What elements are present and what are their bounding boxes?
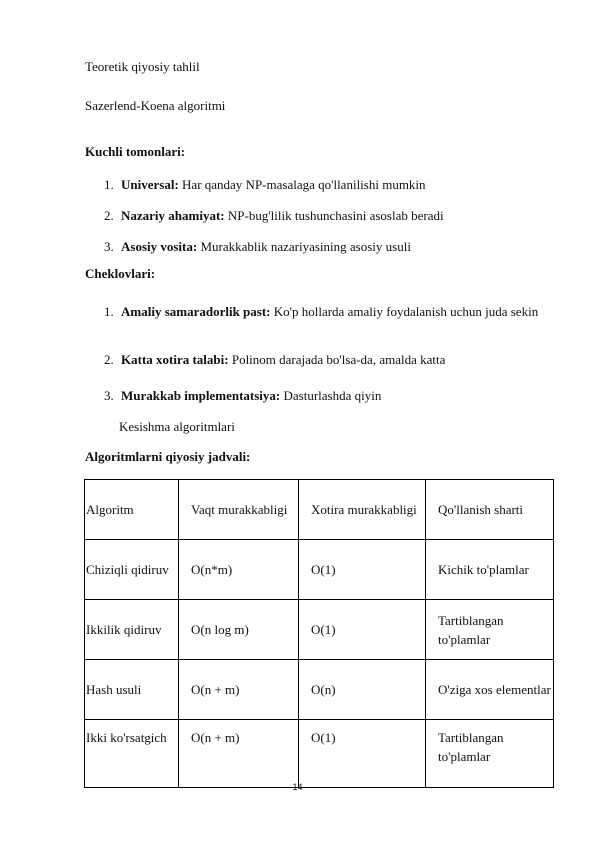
list-item [121,386,551,406]
list-item-text: NP-bug'lilik tushunchasini asoslab beradi [224,208,444,223]
table-header-cell: Algoritm [85,480,179,540]
table-cell: O(n + m) [179,720,299,788]
table-caption: Algoritmlarni qiyosiy jadvali: [85,449,251,464]
table-cell: Kichik to'plamlar [426,540,554,600]
list-number: 1. [104,177,114,192]
table-cell: O'ziga xos elementlar [426,660,554,720]
section-heading-kesishma: Kesishma algoritmlari [119,419,235,434]
document-title: Teoretik qiyosiy tahlil [85,59,200,74]
comparison-table [84,479,554,788]
list-item-text: Murakkablik nazariyasining asosiy usuli [197,239,411,254]
list-item-text: Ko'p hollarda amaliy foydalanish uchun juda sekin [270,304,539,319]
table-header-cell: Qo'llanish sharti [426,480,554,540]
table-header-cell: Vaqt murakkabligi [179,480,299,540]
list-item-label: Amaliy samaradorlik past: [121,304,271,319]
table-cell: Chiziqli qidiruv [85,540,179,600]
list-item [121,175,551,195]
list-item-label: Katta xotira talabi: [121,352,229,367]
table-row [85,540,554,600]
limitations-heading: Cheklovlari: [85,266,156,281]
list-item [121,350,551,370]
table-cell: O(n*m) [179,540,299,600]
table-cell: O(n log m) [179,600,299,660]
table-cell: O(1) [299,600,426,660]
list-item-label: Universal: [121,177,179,192]
table-row [85,720,554,788]
table-cell: Ikki ko'rsatgich [85,720,179,788]
list-item-text: Polinom darajada bo'lsa-da, amalda katta [228,352,446,367]
strengths-heading: Kuchli tomonlari: [85,144,186,159]
section-heading-sazerlend-koena: Sazerlend-Koena algoritmi [85,98,226,113]
table-cell: O(1) [299,540,426,600]
list-number: 2. [104,208,114,223]
table-cell: O(1) [299,720,426,788]
table-cell: Ikkilik qidiruv [85,600,179,660]
table-cell: Tartiblangan to'plamlar [426,720,554,788]
table-header-row [85,480,554,540]
list-item [121,237,551,257]
list-item-text: Dasturlashda qiyin [280,388,382,403]
list-number: 3. [104,239,114,254]
list-item-text: Har qanday NP-masalaga qo'llanilishi mumkin [178,177,426,192]
table-cell: Tartiblangan to'plamlar [426,600,554,660]
list-item-label: Asosiy vosita: [121,239,198,254]
list-number: 1. [104,304,114,319]
table-cell: O(n + m) [179,660,299,720]
table-header-cell: Xotira murakkabligi [299,480,426,540]
list-number: 3. [104,388,114,403]
page-number: 14 [292,782,303,792]
table-row [85,600,554,660]
table-cell: Hash usuli [85,660,179,720]
table-cell: O(n) [299,660,426,720]
list-number: 2. [104,352,114,367]
list-item-label: Murakkab implementatsiya: [121,388,281,403]
list-item [121,206,551,226]
table-row [85,660,554,720]
list-item [121,302,551,322]
list-item-label: Nazariy ahamiyat: [121,208,225,223]
